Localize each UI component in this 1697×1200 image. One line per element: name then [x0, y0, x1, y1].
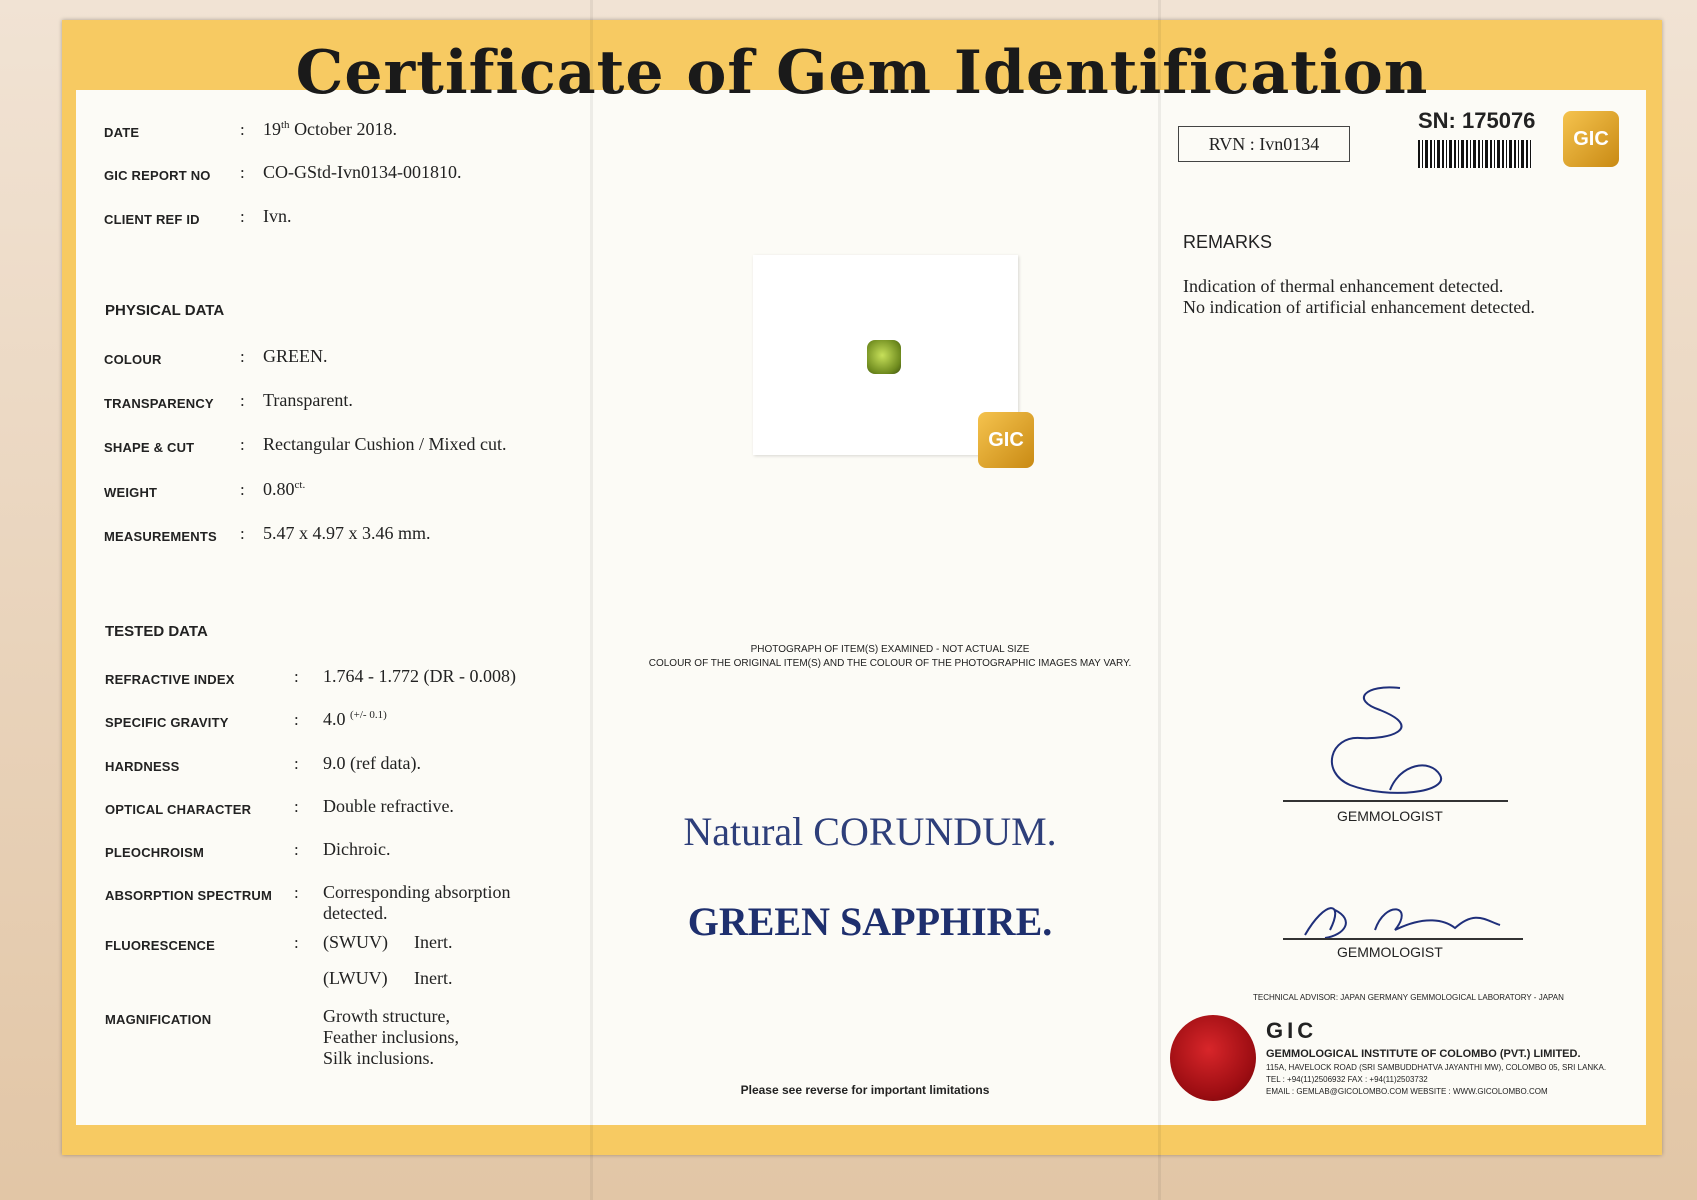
field-value-absorption-line1: Corresponding absorption [323, 882, 511, 902]
gic-hologram-seal: GIC [978, 412, 1034, 468]
colon: : [294, 754, 299, 773]
field-value-shape-cut: Rectangular Cushion / Mixed cut. [263, 434, 507, 454]
gem-image [867, 340, 901, 374]
limitations-note: Please see reverse for important limitations [740, 1083, 990, 1097]
signature-label-1: GEMMOLOGIST [1337, 808, 1443, 824]
field-label-shape-cut: SHAPE & CUT [104, 440, 195, 455]
colon: : [240, 120, 245, 139]
fluorescence-sw-tag: (SWUV) [323, 932, 388, 952]
remark-line: Indication of thermal enhancement detected. [1183, 276, 1504, 296]
wax-seal [1170, 1015, 1256, 1101]
technical-advisor-note: TECHNICAL ADVISOR: JAPAN GERMANY GEMMOLOGICAL LABORATORY - JAPAN [1253, 993, 1564, 1002]
photo-caption-line2: COLOUR OF THE ORIGINAL ITEM(S) AND THE COLOUR OF THE PHOTOGRAPHIC IMAGES MAY VARY. [648, 658, 1132, 669]
signature-line-1 [1283, 800, 1508, 802]
field-label-magnification: MAGNIFICATION [105, 1012, 212, 1027]
colon: : [240, 524, 245, 543]
colon: : [240, 391, 245, 410]
colon: : [294, 797, 299, 816]
gic-logo-badge: GIC [1563, 111, 1619, 167]
colon: : [294, 667, 299, 686]
colon: : [294, 933, 299, 952]
field-value-date: 19th October 2018. [263, 119, 398, 139]
identification-species: Natural CORUNDUM. [683, 809, 1057, 854]
field-value-magnification-line1: Growth structure, [323, 1006, 450, 1026]
field-label-transparency: TRANSPARENCY [104, 396, 214, 411]
section-title-physical: PHYSICAL DATA [105, 302, 225, 319]
certificate-title: Certificate of Gem Identification [295, 38, 1429, 108]
colon: : [240, 480, 245, 499]
signature-2 [1285, 890, 1525, 950]
fluorescence-sw-value: Inert. [414, 932, 453, 952]
field-value-transparency: Transparent. [263, 390, 353, 410]
field-value-sg: 4.0 $^{(+/- 0.1)}$ [323, 709, 387, 729]
colon: : [240, 163, 245, 182]
fold-line-left [590, 0, 593, 1200]
field-value-measurements: 5.47 x 4.97 x 3.46 mm. [263, 523, 431, 543]
field-value-optical: Double refractive. [323, 796, 454, 816]
field-value-weight: $0.80^{ct.}$ [263, 479, 306, 499]
fluorescence-lw-tag: (LWUV) [323, 968, 388, 988]
field-label-date: DATE [104, 125, 140, 140]
field-label-report-no: GIC REPORT NO [104, 168, 211, 183]
field-label-pleochroism: PLEOCHROISM [105, 845, 204, 860]
colon: : [294, 883, 299, 902]
field-label-sg: SPECIFIC GRAVITY [105, 715, 229, 730]
field-label-ri: REFRACTIVE INDEX [105, 672, 235, 687]
signature-line-2 [1283, 938, 1523, 940]
photo-caption-line1: PHOTOGRAPH OF ITEM(S) EXAMINED - NOT ACTUAL SIZE [750, 644, 1030, 655]
org-full-name: GEMMOLOGICAL INSTITUTE OF COLOMBO (PVT.) LIMITED. [1266, 1048, 1581, 1060]
signature-1 [1310, 680, 1460, 805]
field-label-client-ref: CLIENT REF ID [104, 212, 200, 227]
colon: : [240, 347, 245, 366]
identification-variety: GREEN SAPPHIRE. [687, 899, 1053, 944]
barcode [1418, 140, 1532, 168]
fold-line-right [1158, 0, 1161, 1200]
field-label-absorption: ABSORPTION SPECTRUM [105, 888, 273, 903]
field-label-optical: OPTICAL CHARACTER [105, 802, 252, 817]
field-value-magnification-line3: Silk inclusions. [323, 1048, 435, 1068]
field-value-pleochroism: Dichroic. [323, 839, 391, 859]
field-value-absorption-line2: detected. [323, 903, 388, 923]
certificate [62, 20, 1662, 1155]
org-abbreviation: GIC [1266, 1018, 1318, 1043]
rvn-box: RVN : Ivn0134 [1178, 126, 1350, 162]
colon: : [294, 840, 299, 859]
org-address: 115A, HAVELOCK ROAD (SRI SAMBUDDHATVA JAYANTHI MW), COLOMBO 05, SRI LANKA. [1266, 1063, 1607, 1072]
fluorescence-lw-value: Inert. [414, 968, 453, 988]
field-value-magnification-line2: Feather inclusions, [323, 1027, 459, 1047]
field-value-ri: 1.764 - 1.772 (DR - 0.008) [323, 666, 516, 686]
colon: : [294, 710, 299, 729]
colon: : [240, 435, 245, 454]
serial-number: SN: 175076 [1418, 108, 1536, 133]
field-value-colour: GREEN. [263, 346, 328, 366]
remarks-title: REMARKS [1183, 232, 1273, 252]
field-value-report-no: CO-GStd-Ivn0134-001810. [263, 162, 462, 182]
field-label-colour: COLOUR [104, 352, 162, 367]
certificate-body [76, 90, 1646, 1125]
field-value-hardness: 9.0 (ref data). [323, 753, 421, 773]
org-phones: TEL : +94(11)2506932 FAX : +94(11)2503732 [1266, 1075, 1428, 1084]
field-label-fluorescence: FLUORESCENCE [105, 938, 216, 953]
section-title-tested: TESTED DATA [105, 623, 208, 640]
field-label-measurements: MEASUREMENTS [104, 529, 217, 544]
colon: : [240, 207, 245, 226]
signature-label-2: GEMMOLOGIST [1337, 944, 1443, 960]
field-label-hardness: HARDNESS [105, 759, 180, 774]
org-contact: EMAIL : GEMLAB@GICOLOMBO.COM WEBSITE : WWW.GICOLOMBO.COM [1266, 1087, 1548, 1096]
field-value-client-ref: Ivn. [263, 206, 292, 226]
remark-line: No indication of artificial enhancement detected. [1183, 297, 1535, 317]
field-label-weight: WEIGHT [104, 485, 158, 500]
